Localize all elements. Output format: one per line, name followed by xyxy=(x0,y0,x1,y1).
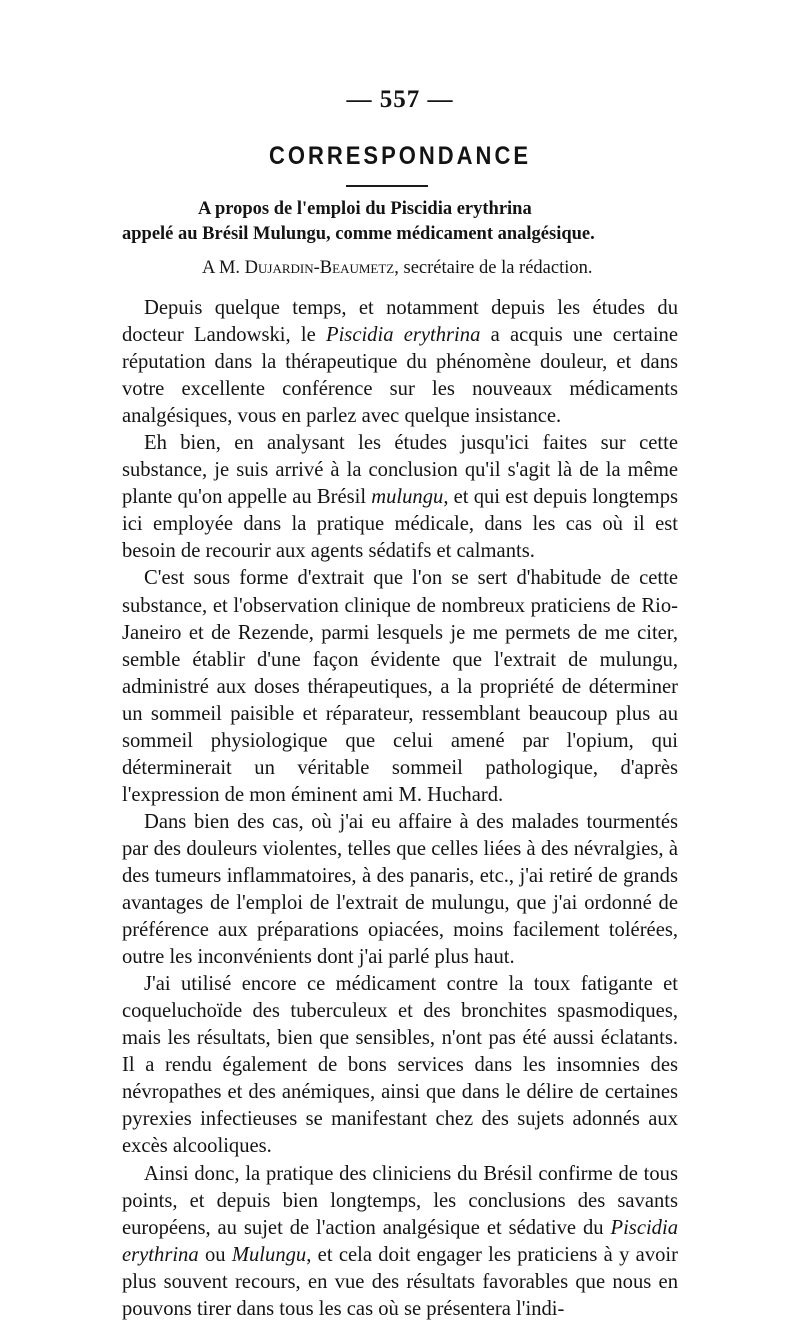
local-name: mulungu xyxy=(371,486,444,509)
paragraph-3: C'est sous forme d'extrait que l'on se sert d'habitude de cette substance, et l'observation clinique de nombreux praticiens de Rio-Janeiro et de Rezende, parmi lesquels je me permets de me citer, semble établir d'une façon évidente que l'extrait de mulungu, administré aux doses thérapeutiques, a la propriété de déterminer un sommeil paisible et réparateur, ressemblant beaucoup plus au sommeil physiologique que celui amené par l'opium, qui déterminerait un véritable sommeil pathologique, d'après l'expression de mon éminent ami M. Huchard. xyxy=(122,567,678,806)
page-number: — 557 — xyxy=(346,86,454,113)
paragraph-2: Eh bien, en analysant les études jusqu'ici faites sur cette substance, je suis arrivé à la conclusion qu'il s'agit là de la même plante qu'on appelle au Brésil mulungu, et qui est depuis longtemps ici employée dans la pratique médicale, dans les cas où il est besoin de recourir aux agents sédatifs et calmants. xyxy=(122,432,679,563)
addressee-line xyxy=(202,258,593,279)
paragraph-4: Dans bien des cas, où j'ai eu affaire à des malades tourmentés par des douleurs violentes, telles que celles liées à des névralgies, à des tumeurs inflammatoires, à des panaris, etc., j'ai retiré de grands avantages de l'emploi de l'extrait de mulungu, que j'ai ordonné de préférence aux préparations opiacées, moins facilement tolérées, outre les inconvénients dont j'ai parlé plus haut. xyxy=(122,810,678,969)
addressee-suffix: , secrétaire de la rédaction. xyxy=(394,258,593,278)
species-name: Piscidia erythrina xyxy=(122,1216,678,1266)
addressee-prefix: A M. xyxy=(202,258,245,278)
addressee-name: Dujardin-Beaumetz xyxy=(244,258,395,278)
local-name: Mulungu xyxy=(231,1243,307,1266)
species-name: Piscidia erythrina xyxy=(326,324,481,347)
title-rule xyxy=(346,185,428,187)
article-subheading-line-2: appelé au Brésil Mulungu, comme médicament analgésique. xyxy=(122,224,595,244)
paragraph-6: Ainsi donc, la pratique des cliniciens du Brésil confirme de tous points, et depuis bien longtemps, les conclusions des savants européens, au sujet de l'action analgésique et sédative du Piscidia erythrina ou Mulungu, et cela doit engager les praticiens à y avoir plus souvent recours, en vue des résultats favorables que nous en pouvons tirer dans tous les cas où se présentera l'indi- xyxy=(122,1162,678,1320)
letter-body xyxy=(122,295,678,1323)
paragraph-5: J'ai utilisé encore ce médicament contre la toux fatigante et coqueluchoïde des tuberculeux et des bronchites spasmodiques, mais les résultats, bien que sensibles, n'ont pas été aussi éclatants. Il a rendu également de bons services dans les insomnies des névropathes et des anémiques, ainsi que dans le délire de certaines pyrexies infectieuses se manifestant chez des sujets adonnés aux excès alcooliques. xyxy=(122,973,678,1158)
paragraph-1: Depuis quelque temps, et notamment depuis les études du docteur Landowski, le Piscidia erythrina a acquis une certaine réputation dans la thérapeutique du phénomène douleur, et dans votre excellente conférence sur les nouveaux médicaments analgésiques, vous en parlez avec quelque insistance. xyxy=(122,297,678,428)
article-subheading-line-1: A propos de l'emploi du Piscidia erythrina xyxy=(198,199,532,219)
section-title: CORRESPONDANCE xyxy=(268,141,532,170)
